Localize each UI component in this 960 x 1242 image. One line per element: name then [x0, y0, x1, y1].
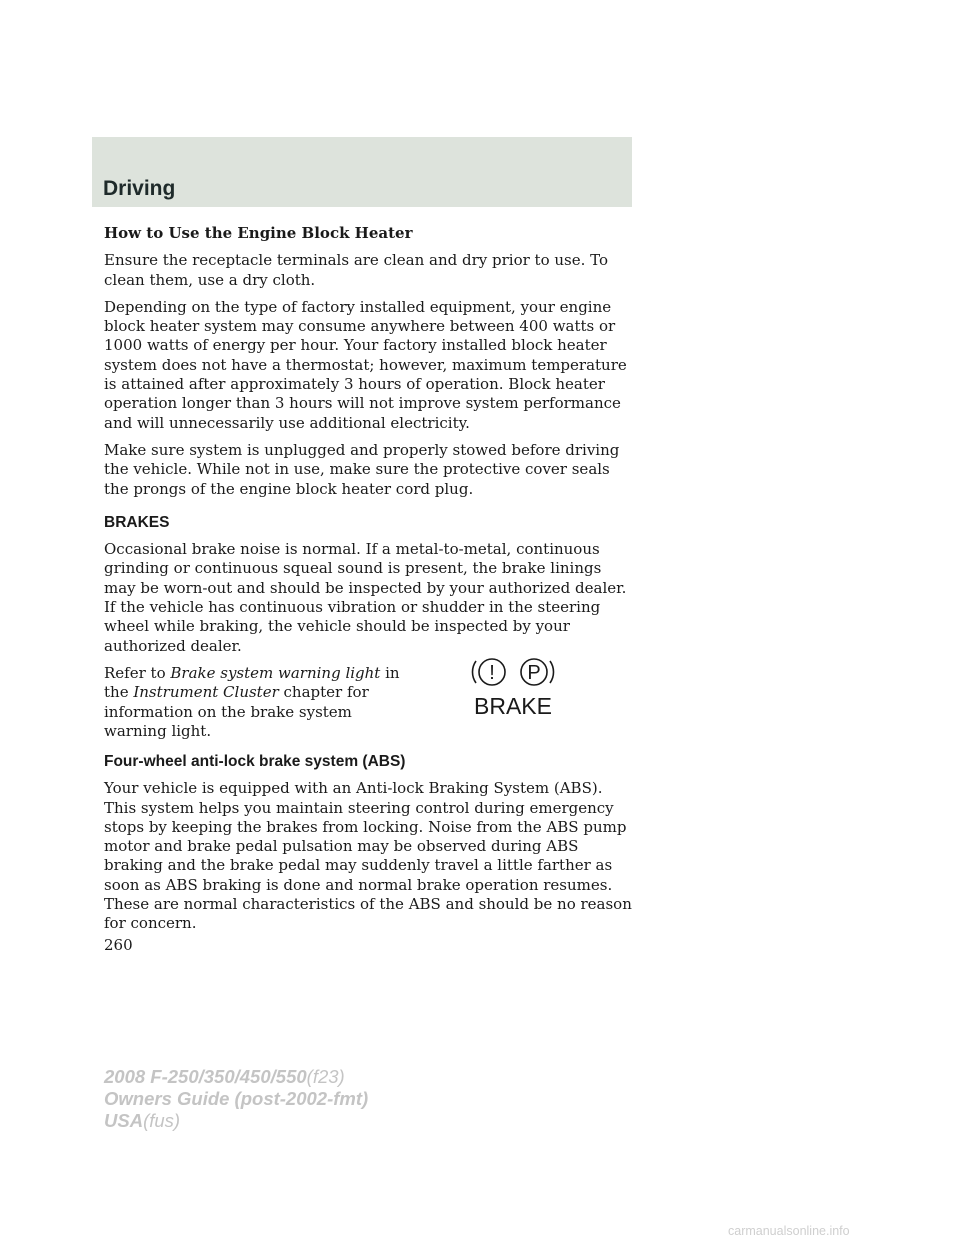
page-content	[104, 224, 632, 942]
block-heater-paragraph-3: Make sure system is unplugged and properly stowed before driving the vehicle. While not in use, make sure the protective cover seals the prongs of the engine block heater cord plug.	[104, 440, 620, 498]
parking-p-glyph: P	[527, 661, 541, 684]
footer-line-3: USA(fus)	[104, 1110, 181, 1131]
brake-label: BRAKE	[474, 692, 552, 719]
document-footer	[104, 1066, 368, 1132]
abs-paragraph: Your vehicle is equipped with an Anti-lock Braking System (ABS). This system helps you maintain steering control during emergency stops by keeping the brakes from locking. Noise from the ABS pump motor and brake pedal pulsation may be observed during ABS braking and the brake pedal may suddenly travel a little farther as soon as ABS braking is done and normal brake operation resumes. These are normal characteristics of the ABS and should be no reason for concern.	[104, 779, 632, 933]
brakes-paragraph: Occasional brake noise is normal. If a metal-to-metal, continuous grinding or continuous squeal sound is present, the brake linings may be worn-out and should be inspected by your authorized dealer. If the vehicle has continuous vibration or shudder in the steering wheel while braking, the vehicle should be inspected by your authorized dealer.	[104, 540, 627, 655]
footer-line-2: Owners Guide (post-2002-fmt)	[104, 1088, 369, 1109]
brakes-heading: BRAKES	[104, 513, 170, 531]
abs-heading: Four-wheel anti-lock brake system (ABS)	[104, 752, 406, 770]
instrument-cluster-ref: Instrument Cluster	[133, 683, 279, 702]
section-header-band	[92, 137, 632, 207]
brake-system-warning-light-ref: Brake system warning light	[170, 663, 381, 682]
brake-reference-text: Refer to Brake system warning light in the Instrument Cluster chapter for information on the brake system warning light.	[104, 663, 400, 740]
section-title: Driving	[103, 177, 176, 200]
exclamation-glyph: !	[489, 661, 495, 684]
watermark: carmanualsonline.info	[728, 1224, 850, 1238]
brake-reference-block	[104, 661, 632, 740]
block-heater-paragraph-1: Ensure the receptacle terminals are clean and dry prior to use. To clean them, use a dry cloth.	[104, 251, 609, 289]
brake-warning-icon	[466, 656, 562, 726]
block-heater-paragraph-2: Depending on the type of factory installed equipment, your engine block heater system may consume anywhere between 400 watts or 1000 watts of energy per hour. Your factory installed block heater system does not have a thermostat; however, maximum temperature is attained after approximately 3 hours of operation. Block heater operation longer than 3 hours will not improve system performance and will unnecessarily use additional electricity.	[104, 297, 627, 432]
footer-line-1: 2008 F-250/350/450/550(f23)	[104, 1066, 345, 1087]
block-heater-subhead: How to Use the Engine Block Heater	[104, 224, 413, 242]
page-number: 260	[104, 936, 133, 954]
